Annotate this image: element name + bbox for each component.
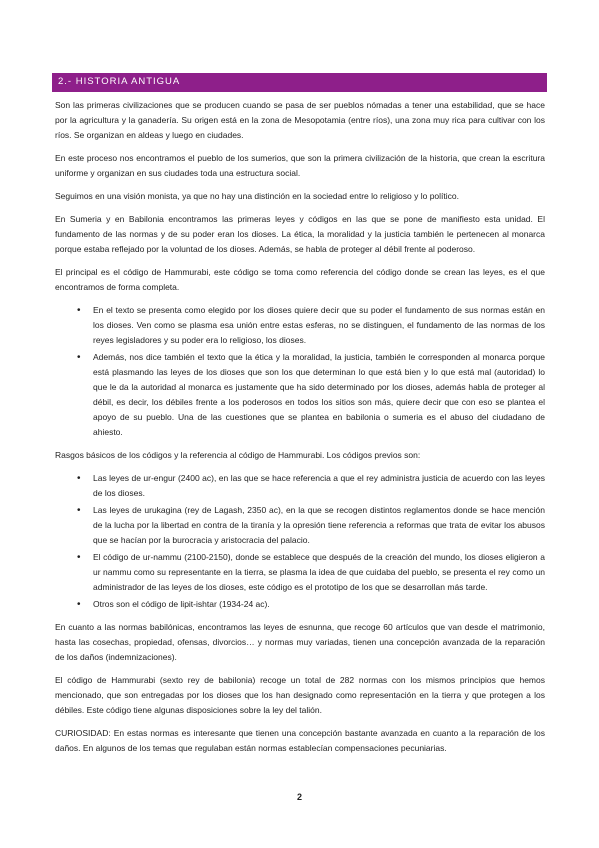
list-item (77, 550, 545, 595)
bullet-icon: • (77, 473, 81, 484)
bullet-icon: • (77, 505, 81, 516)
paragraph: El principal es el código de Hammurabi, este código se toma como referencia del código donde se crean las leyes, es el que encontramos de forma completa. (55, 267, 545, 292)
document-body (55, 98, 545, 764)
list-item-text: Las leyes de urukagina (rey de Lagash, 2350 ac), en la que se recogen distintos reglamentos donde se hace mención de la lucha por la libertad en contra de la tiranía y la opresión tiene referencia a reformas que trata de evitar los abusos que se hacían por la burocracia y aristocracia del palacio. (93, 505, 545, 545)
paragraph: Rasgos básicos de los códigos y la referencia al código de Hammurabi. Los códigos previos son: (55, 450, 421, 460)
list-item-text: Además, nos dice también el texto que la ética y la moralidad, la justicia, también le corresponden al monarca porque está plasmando las leyes de los dioses que son los que determinan lo que está bien y lo que está mal (autoridad) lo que le da la autoridad al monarca es justamente que ha sido determinado por los dioses, además habla de proteger al débil, es decir, los débiles frente a los poderosos en todos los sitios son más, quiere decir que con eso se plantea el apoyo de su pueblo. Una de las cuestiones que se plantea en babilonia o sumeria es el abuso del ciudadano de ahiesto. (93, 352, 545, 437)
list-item-text: El código de ur-nammu (2100-2150), donde se establece que después de la creación del mundo, los dioses eligieron a ur nammu como su representante en la tierra, se plasma la idea de que cuidaba del pueblo, se presenta el rey como un administrador de las leyes de los dioses, este código es el prototipo de los que se desarrollan más tarde. (93, 552, 545, 592)
list-item-text: Las leyes de ur-engur (2400 ac), en las que se hace referencia a que el rey administra justicia de acuerdo con las leyes de los dioses. (93, 473, 545, 498)
bullet-list-hammurabi (55, 303, 545, 440)
paragraph: En Sumeria y en Babilonia encontramos las primeras leyes y códigos en las que se pone de manifiesto esta unidad. El fundamento de las normas y de su poder eran los dioses. La ética, la moralidad y la justicia también le pertenecen al monarca porque estaba reflejado por la voluntad de los dioses. Además, se habla de proteger al débil frente al poderoso. (55, 214, 545, 254)
paragraph: En cuanto a las normas babilónicas, encontramos las leyes de esnunna, que recoge 60 artículos que van desde el matrimonio, hasta las cosechas, propiedad, ofensas, divorcios… y normas muy variadas, tienen una concepción avanzada de la reparación de los daños (indemnizaciones). (55, 622, 545, 662)
paragraph: Son las primeras civilizaciones que se producen cuando se pasa de ser pueblos nómadas a tener una estabilidad, que se hace por la agricultura y la ganadería. Su origen está en la zona de Mesopotamia (entre ríos), una zona muy rica para cultivar con los ríos. Se organizan en aldeas y luego en ciudades. (55, 100, 545, 140)
paragraph: Seguimos en una visión monista, ya que no hay una distinción en la sociedad entre lo religioso y lo político. (55, 191, 459, 201)
bullet-icon: • (77, 552, 81, 563)
paragraph: En este proceso nos encontramos el pueblo de los sumerios, que son la primera civilización de la historia, que crean la escritura uniforme y organizan en sus ciudades toda una estructura social. (55, 153, 545, 178)
list-item-text: Otros son el código de lipit-ishtar (1934-24 ac). (93, 599, 270, 609)
bullet-icon: • (77, 305, 81, 316)
bullet-icon: • (77, 599, 81, 610)
page-number: 2 (296, 792, 302, 802)
list-item (77, 597, 545, 612)
list-item-text: En el texto se presenta como elegido por los dioses quiere decir que su poder el fundamento de sus normas están en los dioses. Ven como se plasma esa unión entre estas esferas, no se distinguen, el fundamento de las normas de los reyes legisladores y su poder era lo religioso, los dioses. (93, 305, 545, 345)
section-title: 2.- HISTORIA ANTIGUA (58, 76, 181, 87)
paragraph: El código de Hammurabi (sexto rey de babilonia) recoge un total de 282 normas con los mismos principios que hemos mencionado, que son entregadas por los dioses que los han designado como representación en la tierra y que protegen a los débiles. Este código tiene algunas disposiciones sobre la ley del talión. (55, 675, 545, 715)
bullet-list-previous-codes (55, 471, 545, 612)
list-item (77, 503, 545, 548)
list-item (77, 471, 545, 501)
section-header-bar (52, 73, 547, 92)
list-item (77, 350, 545, 440)
list-item (77, 303, 545, 348)
bullet-icon: • (77, 352, 81, 363)
paragraph: CURIOSIDAD: En estas normas es interesante que tienen una concepción bastante avanzada en cuanto a la reparación de los daños. En algunos de los temas que regulaban están normas establecían compensaciones pecuniarias. (55, 728, 545, 753)
